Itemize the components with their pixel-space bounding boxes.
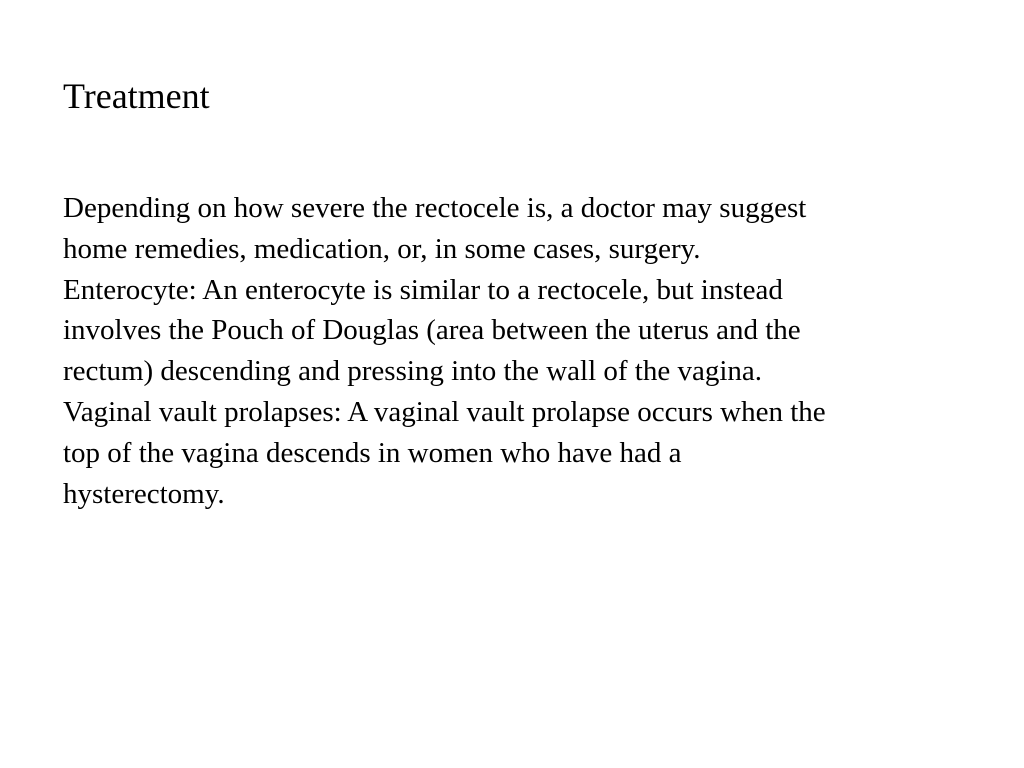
slide-body [63,188,973,514]
body-line: top of the vagina descends in women who have had a [63,436,682,469]
body-line: rectum) descending and pressing into the wall of the vagina. [63,355,763,388]
body-line: hysterectomy. [63,477,225,510]
slide-title: Treatment [63,76,210,116]
body-line: involves the Pouch of Douglas (area between the uterus and the [63,314,801,347]
body-line: Enterocyte: An enterocyte is similar to a rectocele, but instead [63,273,783,306]
body-line: Vaginal vault prolapses: A vaginal vault prolapse occurs when the [63,395,826,428]
body-line: home remedies, medication, or, in some cases, surgery. [63,232,701,265]
body-line: Depending on how severe the rectocele is, a doctor may suggest [63,192,807,224]
